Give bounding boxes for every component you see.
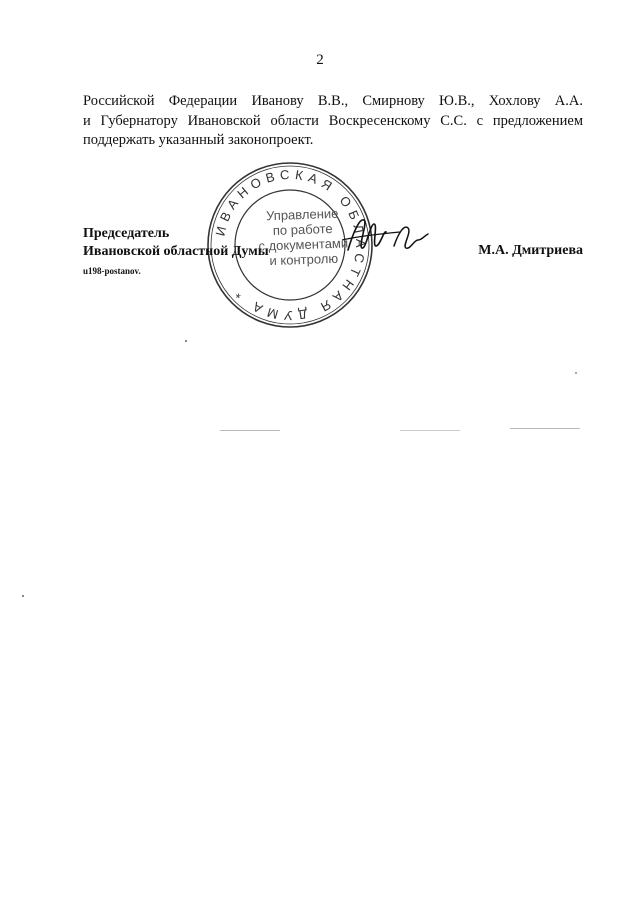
handwritten-signature: [340, 210, 430, 260]
body-paragraph: [83, 92, 583, 151]
scan-speck: [575, 372, 577, 374]
scan-speck: [22, 595, 24, 597]
page-number: 2: [316, 52, 324, 68]
scan-speck: [400, 430, 460, 431]
signer-name: М.А. Дмитриева: [478, 243, 583, 258]
signer-title: [83, 225, 269, 261]
scan-speck: [220, 430, 280, 431]
body-line-1: Российской Федерации Иванову В.В., Смирнову Ю.В., Хохлову А.А.: [83, 93, 583, 109]
seal-ring-text: ИВАНОВСКАЯ ОБЛАСТНАЯ ДУМА *: [212, 166, 369, 324]
scan-speck: [185, 340, 187, 342]
body-line-2: и Губернатору Ивановской области Воскресенскому С.С. с предложением: [83, 112, 583, 129]
stamp-line-2: по работе: [272, 220, 333, 239]
stamp-line-1: Управление: [265, 205, 339, 224]
stamp-line-4: и контролю: [269, 250, 339, 269]
stamp-line-3: с документами: [258, 235, 349, 254]
body-line-3: поддержать указанный законопроект.: [83, 132, 314, 148]
signer-title-line-1: Председатель: [83, 226, 170, 241]
file-reference: u198-postanov.: [83, 266, 141, 276]
signer-title-line-2: Ивановской областной Думы: [83, 244, 269, 259]
scan-speck: [510, 428, 580, 429]
